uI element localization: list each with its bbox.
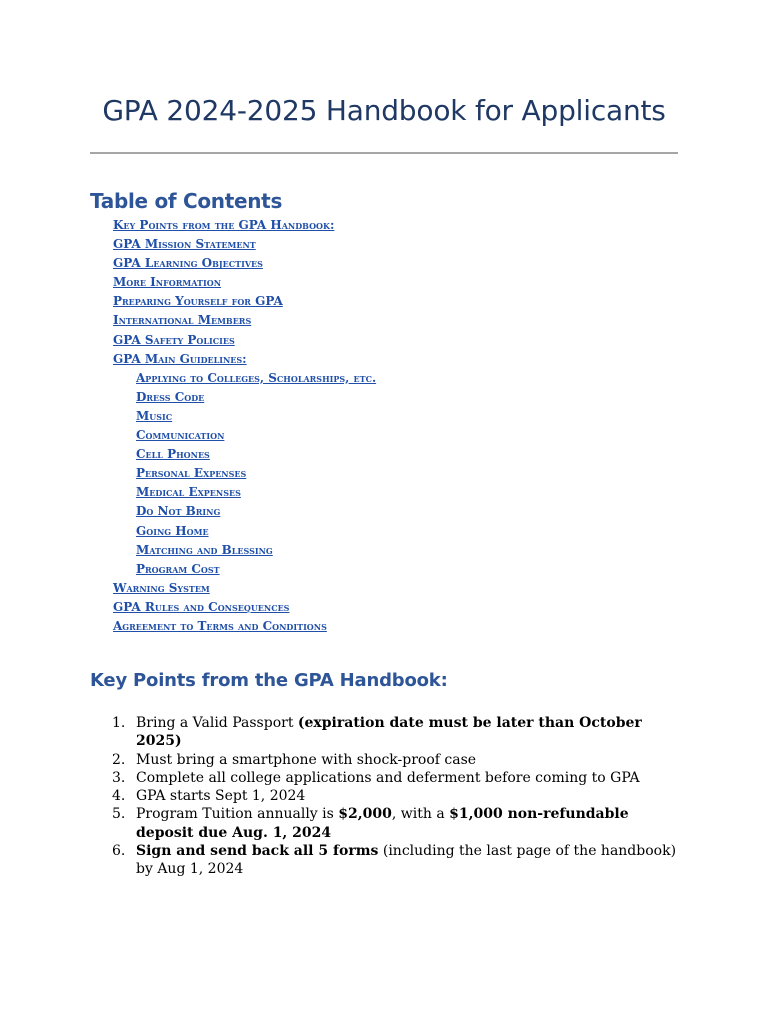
toc-entry: [0, 350, 768, 369]
toc-link[interactable]: Program Cost: [136, 561, 220, 576]
toc-link[interactable]: GPA Mission Statement: [113, 237, 256, 252]
toc-link[interactable]: International Members: [113, 313, 252, 328]
table-of-contents: [0, 216, 768, 636]
toc-link[interactable]: Agreement to Terms and Conditions: [113, 618, 327, 633]
toc-entry: [0, 502, 768, 521]
toc-entry: [0, 407, 768, 426]
key-point-text: (including the last page of the handbook) by Aug 1, 2024: [136, 843, 677, 878]
key-point-text: Program Tuition annually is: [136, 806, 339, 823]
list-number: 1.: [112, 715, 126, 731]
key-point-item: [0, 842, 768, 879]
toc-entry: [0, 541, 768, 560]
key-point-emphasis: Sign and send back all 5 forms: [136, 843, 379, 860]
toc-entry: [0, 483, 768, 502]
title-divider: [90, 152, 678, 154]
key-point-item: [0, 805, 768, 842]
toc-link[interactable]: Cell Phones: [136, 447, 210, 462]
key-point-item: [0, 787, 768, 805]
toc-link[interactable]: Going Home: [136, 523, 209, 538]
toc-link[interactable]: Communication: [136, 428, 225, 443]
toc-link[interactable]: Music: [136, 408, 173, 423]
toc-link[interactable]: Medical Expenses: [136, 485, 241, 500]
list-number: 6.: [112, 843, 126, 860]
toc-link[interactable]: GPA Learning Objectives: [113, 256, 263, 271]
toc-link[interactable]: Personal Expenses: [136, 466, 247, 481]
toc-link[interactable]: Key Points from the GPA Handbook:: [113, 218, 335, 232]
toc-entry: [0, 311, 768, 330]
toc-heading: Table of Contents: [90, 189, 283, 213]
list-number: 4.: [112, 788, 126, 805]
toc-entry: [0, 273, 768, 292]
key-point-emphasis: (expiration date must be later than October 2025): [136, 715, 642, 750]
key-point-emphasis: $1,000 non-refundable deposit due Aug. 1, 2024: [136, 806, 629, 841]
toc-entry: [0, 369, 768, 388]
toc-entry: [0, 216, 768, 235]
toc-entry: [0, 560, 768, 579]
toc-entry: [0, 522, 768, 541]
key-point-text: Bring a Valid Passport: [136, 715, 298, 731]
toc-link[interactable]: GPA Rules and Consequences: [113, 599, 290, 614]
toc-link[interactable]: More Information: [113, 275, 221, 290]
key-points-list: [0, 714, 768, 879]
list-number: 3.: [112, 769, 126, 786]
toc-link[interactable]: Preparing Yourself for GPA: [113, 294, 283, 309]
list-number: 5.: [112, 806, 126, 823]
toc-link[interactable]: GPA Main Guidelines:: [113, 351, 247, 366]
toc-link[interactable]: Applying to Colleges, Scholarships, etc.: [136, 370, 377, 385]
key-points-heading: Key Points from the GPA Handbook:: [90, 670, 448, 691]
key-point-item: [0, 769, 768, 787]
key-point-text: , with a: [391, 806, 450, 823]
list-number: 2.: [112, 751, 126, 768]
toc-entry: [0, 617, 768, 636]
toc-entry: [0, 464, 768, 483]
toc-link[interactable]: Warning System: [113, 580, 210, 595]
key-point-text: Complete all college applications and deferment before coming to GPA: [136, 769, 640, 786]
toc-entry: [0, 331, 768, 350]
key-point-emphasis: $2,000: [338, 806, 392, 823]
toc-link[interactable]: GPA Safety Policies: [113, 332, 235, 347]
toc-entry: [0, 235, 768, 254]
toc-entry: [0, 388, 768, 407]
document-title: GPA 2024-2025 Handbook for Applicants: [102, 94, 666, 127]
toc-entry: [0, 598, 768, 617]
toc-entry: [0, 426, 768, 445]
toc-entry: [0, 292, 768, 311]
toc-link[interactable]: Dress Code: [136, 389, 205, 404]
toc-link[interactable]: Matching and Blessing: [136, 542, 273, 557]
toc-entry: [0, 445, 768, 464]
toc-entry: [0, 254, 768, 273]
toc-entry: [0, 579, 768, 598]
key-point-text: GPA starts Sept 1, 2024: [136, 788, 306, 805]
toc-link[interactable]: Do Not Bring: [136, 504, 221, 519]
key-point-text: Must bring a smartphone with shock-proof case: [136, 751, 477, 768]
key-point-item: [0, 714, 768, 751]
key-point-item: [0, 751, 768, 769]
